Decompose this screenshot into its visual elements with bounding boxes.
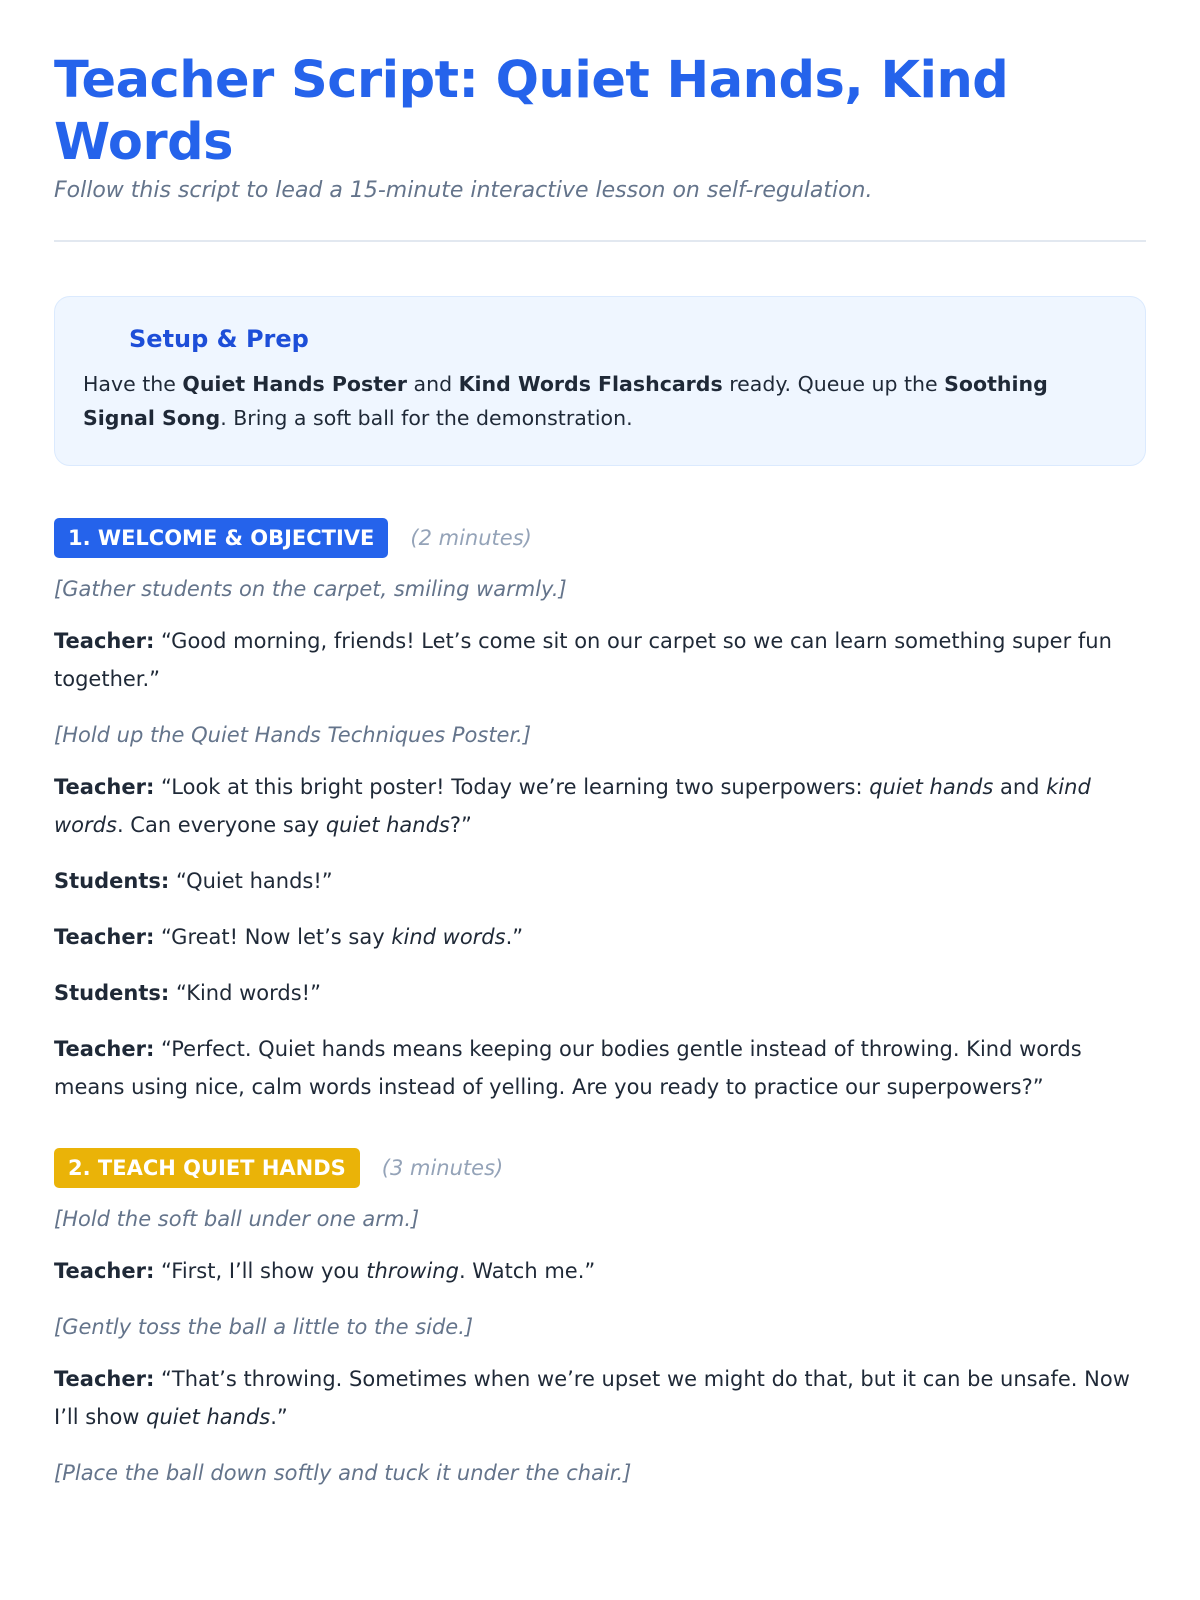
- speaker-label: Teacher:: [54, 1259, 155, 1283]
- script-line: Teacher: “Good morning, friends! Let’s come sit on our carpet so we can learn something super fun together.”: [54, 629, 1112, 691]
- setup-prep-text: Have the Quiet Hands Poster and Kind Words Flashcards ready. Queue up the Soothing Signal Song. Bring a soft ball for the demonstration.: [83, 372, 1048, 430]
- poster-name: Quiet Hands Poster: [182, 372, 408, 396]
- speaker-label: Teacher:: [54, 775, 155, 799]
- speaker-label: Teacher:: [54, 1037, 155, 1061]
- page-title: Teacher Script: Quiet Hands, Kind Words: [54, 51, 1009, 172]
- script-line: Teacher: “First, I’ll show you throwing. Watch me.”: [54, 1259, 596, 1283]
- speaker-label: Teacher:: [54, 629, 155, 653]
- section-1-header: [54, 518, 1146, 558]
- setup-prep-title: Setup & Prep: [129, 325, 309, 353]
- speaker-label: Teacher:: [54, 925, 155, 949]
- script-line: Teacher: “That’s throwing. Sometimes when we’re upset we might do that, but it can be unsafe. Now I’ll show quiet hands.”: [54, 1367, 1130, 1429]
- script-line: Students: “Kind words!”: [54, 981, 321, 1005]
- stage-direction: [Hold up the Quiet Hands Techniques Poster.]: [54, 723, 532, 747]
- section-1-duration: (2 minutes): [410, 526, 532, 550]
- header-divider: [54, 240, 1146, 242]
- stage-direction: [Hold the soft ball under one arm.]: [54, 1207, 420, 1231]
- speaker-label: Students:: [54, 869, 170, 893]
- section-2-badge: 2. TEACH QUIET HANDS: [54, 1148, 360, 1188]
- stage-direction: [Gather students on the carpet, smiling warmly.]: [54, 577, 567, 601]
- stage-direction: [Place the ball down softly and tuck it under the chair.]: [54, 1461, 632, 1485]
- script-line: Teacher: “Perfect. Quiet hands means keeping our bodies gentle instead of throwing. Kind words means using nice, calm words instead of yelling. Are you ready to practice our superpowers?”: [54, 1037, 1082, 1099]
- setup-prep-box: [54, 296, 1146, 466]
- section-2-header: [54, 1148, 1146, 1188]
- script-line: Teacher: “Great! Now let’s say kind words.”: [54, 925, 524, 949]
- section-2-duration: (3 minutes): [381, 1156, 504, 1180]
- script-line: Students: “Quiet hands!”: [54, 869, 333, 893]
- song-name: Soothing Signal Song: [83, 372, 1048, 430]
- script-line: Teacher: “Look at this bright poster! Today we’re learning two superpowers: quiet hands and kind words. Can everyone say quiet hands?”: [54, 775, 1091, 837]
- flashcards-name: Kind Words Flashcards: [458, 372, 723, 396]
- speaker-label: Teacher:: [54, 1367, 155, 1391]
- speaker-label: Students:: [54, 981, 170, 1005]
- section-1-badge: 1. WELCOME & OBJECTIVE: [54, 518, 388, 558]
- stage-direction: [Gently toss the ball a little to the side.]: [54, 1315, 474, 1339]
- page-subtitle: Follow this script to lead a 15-minute interactive lesson on self-regulation.: [54, 178, 873, 203]
